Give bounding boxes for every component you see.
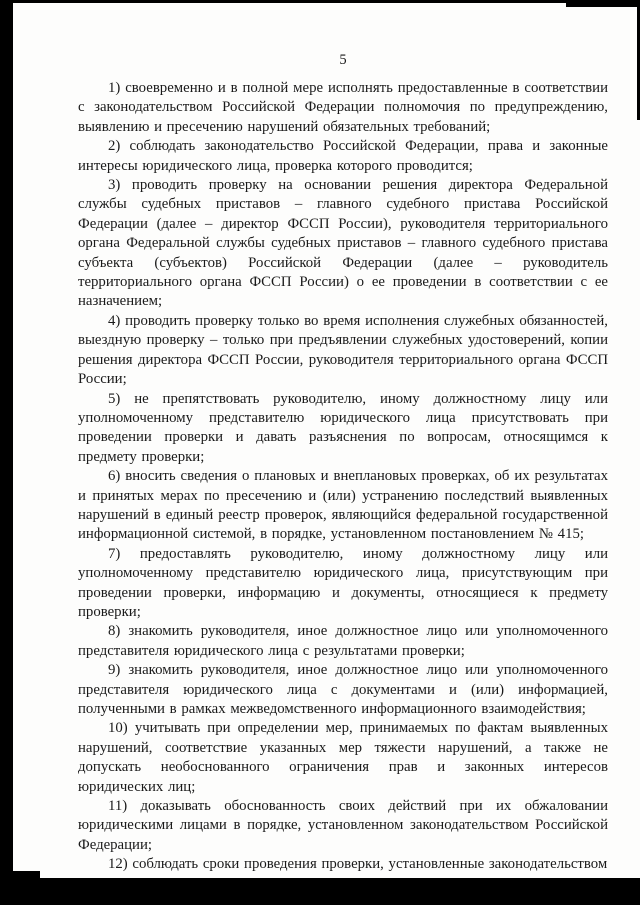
scan-edge-top-right	[566, 0, 640, 7]
document-content	[78, 52, 608, 875]
paragraph-7: 7) предоставлять руководителю, иному должностному лицу или уполномоченному представителю юридического лица, присутствующим при проведении проверки, информацию и документы, относящиеся к предмету проверки;	[78, 545, 608, 620]
paragraph-1: 1) своевременно и в полной мере исполнять предоставленные в соответствии с законодательством Российской Федерации полномочия по предупреждению, выявлению и пресечению нарушений обязательных требований;	[78, 80, 608, 135]
paragraph-10: 10) учитывать при определении мер, принимаемых по фактам выявленных нарушений, соответствие указанных мер тяжести нарушений, а также не допускать необоснованного ограничения прав и законных интересов юридических лиц;	[78, 720, 608, 795]
scan-edge-left	[0, 0, 13, 905]
paragraph-3: 3) проводить проверку на основании решения директора Федеральной службы судебных приставов – главного судебного пристава Российской Федерации (далее – директор ФССП России), руководителя территориального органа Федеральной службы судебных приставов – главного судебного пристава субъекта (субъектов) Российской Федерации (далее – руководитель территориального органа ФССП России) о ее проведении в соответствии с ее назначением;	[78, 177, 608, 310]
scan-edge-top	[0, 0, 640, 3]
paragraph-5: 5) не препятствовать руководителю, иному должностному лицу или уполномоченному представителю юридического лица присутствовать при проведении проверки и давать разъяснения по вопросам, относящимся к предмету проверки;	[78, 390, 608, 465]
paragraph-4: 4) проводить проверку только во время исполнения служебных обязанностей, выездную проверку – только при предъявлении служебных удостоверений, копии решения директора ФССП России, руководителя территориального органа ФССП России;	[78, 312, 608, 388]
paragraph-12: 12) соблюдать сроки проведения проверки, установленные законодательством	[108, 856, 608, 873]
paragraph-8: 8) знакомить руководителя, иное должностное лицо или уполномоченного представителя юридического лица с результатами проверки;	[78, 623, 608, 659]
scan-edge-bottom	[0, 878, 640, 905]
paragraph-2: 2) соблюдать законодательство Российской Федерации, права и законные интересы юридического лица, проверка которого проводится;	[78, 138, 608, 174]
paragraph-11: 11) доказывать обоснованность своих действий при их обжаловании юридическими лицами в порядке, установленном законодательством Российской Федерации;	[78, 798, 608, 853]
paragraph-6: 6) вносить сведения о плановых и внеплановых проверках, об их результатах и принятых мерах по пресечению и (или) устранению последствий выявленных нарушений в единый реестр проверок, являющийся федеральной государственной информационной системой, в порядке, установленном постановлением № 415;	[78, 468, 608, 543]
paragraph-9: 9) знакомить руководителя, иное должностное лицо или уполномоченного представителя юридического лица с документами и (или) информацией, полученными в рамках межведомственного информационного взаимодействия;	[78, 662, 608, 717]
page-number: 5	[339, 52, 347, 68]
scan-edge-bottom-bump	[0, 871, 40, 885]
